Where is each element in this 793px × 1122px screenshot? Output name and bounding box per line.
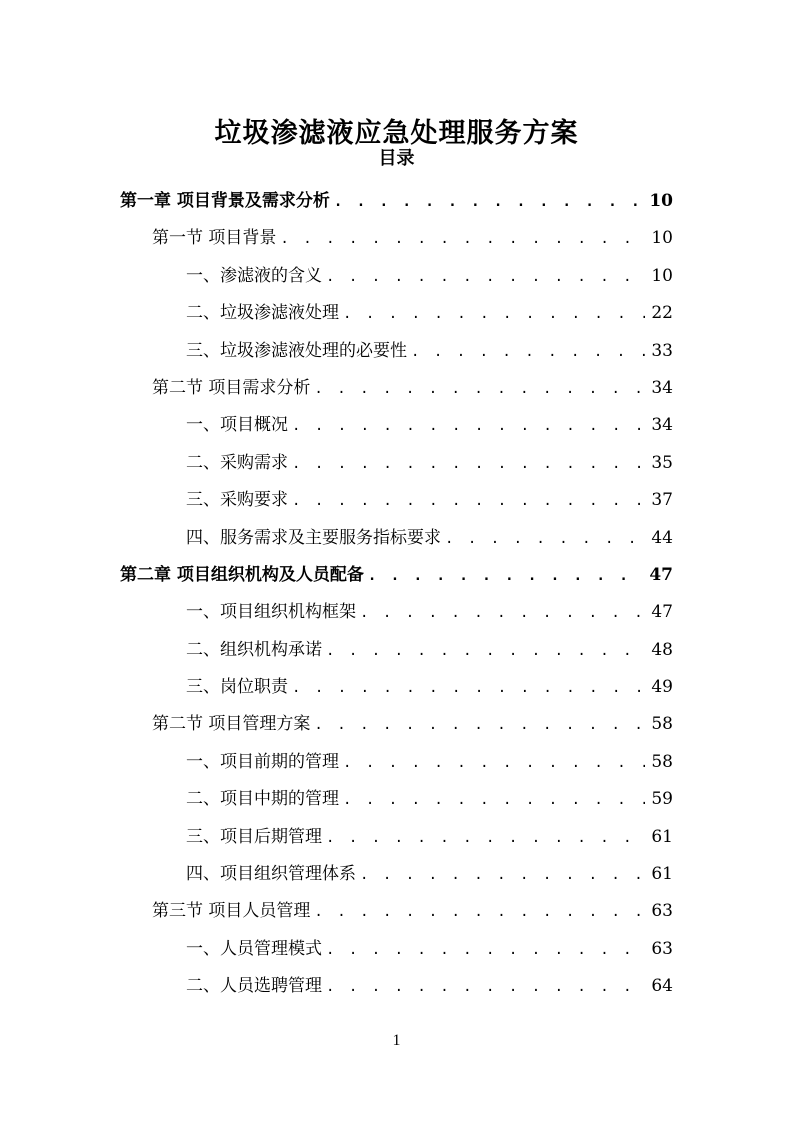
toc-entry-title: 三、采购要求 — [186, 490, 288, 511]
toc-entry[interactable] — [0, 295, 793, 332]
dot-leader — [292, 483, 645, 520]
toc-entry[interactable] — [0, 445, 793, 482]
toc-entry-title: 二、采购需求 — [186, 452, 288, 473]
toc-entry[interactable] — [0, 594, 793, 631]
toc-entry-page-number: 47 — [649, 564, 673, 585]
toc-entry-title: 三、岗位职责 — [186, 677, 288, 698]
dot-leader — [411, 334, 645, 371]
toc-entry-title: 四、项目组织管理体系 — [186, 864, 356, 885]
toc-entry-title: 一、人员管理模式 — [186, 938, 322, 959]
toc-entry-title: 二、组织机构承诺 — [186, 639, 322, 660]
toc-entry-title: 第一章 项目背景及需求分析 — [120, 191, 330, 211]
toc-entry[interactable] — [0, 669, 793, 706]
dot-leader — [292, 446, 645, 483]
dot-leader — [334, 184, 643, 221]
toc-entry-page-number: 10 — [651, 228, 673, 249]
document-title: 垃圾渗滤液应急处理服务方案 — [214, 118, 579, 150]
toc-entry-title: 第二章 项目组织机构及人员配备 — [120, 564, 364, 585]
dot-leader — [314, 894, 645, 931]
table-of-contents — [0, 183, 793, 1006]
dot-leader — [343, 745, 645, 782]
toc-entry-title: 二、垃圾渗滤液处理 — [186, 303, 339, 324]
dot-leader — [360, 857, 645, 894]
dot-leader — [326, 820, 645, 857]
dot-leader — [343, 296, 645, 333]
dot-leader — [292, 670, 645, 707]
toc-entry[interactable] — [0, 706, 793, 743]
dot-leader — [280, 221, 645, 258]
toc-entry-title: 第一节 项目背景 — [152, 228, 277, 249]
toc-entry[interactable] — [0, 407, 793, 444]
toc-entry-page-number: 37 — [651, 490, 673, 511]
dot-leader — [314, 371, 645, 408]
toc-entry-page-number: 61 — [651, 864, 673, 885]
toc-entry-page-number: 44 — [651, 527, 673, 548]
toc-entry-page-number: 63 — [651, 901, 673, 922]
toc-heading: 目录 — [378, 148, 415, 169]
toc-entry-page-number: 10 — [649, 191, 673, 211]
toc-entry[interactable] — [0, 781, 793, 818]
dot-leader — [326, 259, 645, 296]
dot-leader — [326, 633, 645, 670]
toc-entry-page-number: 33 — [651, 340, 673, 361]
toc-entry-page-number: 58 — [651, 751, 673, 772]
dot-leader — [445, 521, 645, 558]
dot-leader — [326, 969, 645, 1006]
toc-entry-page-number: 63 — [651, 938, 673, 959]
toc-entry-page-number: 59 — [651, 789, 673, 810]
toc-entry-page-number: 49 — [651, 677, 673, 698]
toc-entry-title: 一、项目组织机构框架 — [186, 602, 356, 623]
toc-entry-page-number: 35 — [651, 452, 673, 473]
dot-leader — [368, 558, 643, 595]
toc-entry[interactable] — [0, 968, 793, 1005]
toc-entry[interactable] — [0, 632, 793, 669]
toc-entry-title: 二、人员选聘管理 — [186, 976, 322, 997]
toc-entry[interactable] — [0, 220, 793, 257]
toc-entry-title: 一、渗滤液的含义 — [186, 265, 322, 286]
toc-entry[interactable] — [0, 520, 793, 557]
toc-entry-title: 三、垃圾渗滤液处理的必要性 — [186, 340, 407, 361]
toc-entry-page-number: 48 — [651, 639, 673, 660]
toc-entry-title: 三、项目后期管理 — [186, 826, 322, 847]
dot-leader — [326, 932, 645, 969]
toc-entry[interactable] — [0, 333, 793, 370]
toc-entry-title: 一、项目前期的管理 — [186, 751, 339, 772]
dot-leader — [343, 782, 645, 819]
toc-entry-title: 一、项目概况 — [186, 415, 288, 436]
toc-entry[interactable] — [0, 856, 793, 893]
dot-leader — [292, 408, 645, 445]
toc-entry-page-number: 34 — [651, 377, 673, 398]
toc-entry-page-number: 34 — [651, 415, 673, 436]
toc-entry[interactable] — [0, 258, 793, 295]
toc-entry-page-number: 64 — [651, 976, 673, 997]
dot-leader — [360, 595, 645, 632]
toc-entry[interactable] — [0, 370, 793, 407]
toc-entry[interactable] — [0, 893, 793, 930]
toc-entry[interactable] — [0, 819, 793, 856]
toc-entry[interactable] — [0, 557, 793, 594]
toc-entry[interactable] — [0, 482, 793, 519]
toc-entry-page-number: 10 — [651, 265, 673, 286]
dot-leader — [314, 707, 645, 744]
toc-entry[interactable] — [0, 931, 793, 968]
toc-entry-page-number: 61 — [651, 826, 673, 847]
toc-entry-page-number: 22 — [651, 303, 673, 324]
toc-entry-page-number: 47 — [651, 602, 673, 623]
toc-entry-title: 第二节 项目需求分析 — [152, 377, 311, 398]
toc-entry-title: 第三节 项目人员管理 — [152, 901, 311, 922]
toc-entry-page-number: 58 — [651, 714, 673, 735]
toc-entry-title: 四、服务需求及主要服务指标要求 — [186, 527, 441, 548]
toc-entry[interactable] — [0, 744, 793, 781]
toc-entry[interactable] — [0, 183, 793, 220]
toc-entry-title: 第二节 项目管理方案 — [152, 714, 311, 735]
toc-entry-title: 二、项目中期的管理 — [186, 789, 339, 810]
page-number: 1 — [392, 1032, 401, 1049]
